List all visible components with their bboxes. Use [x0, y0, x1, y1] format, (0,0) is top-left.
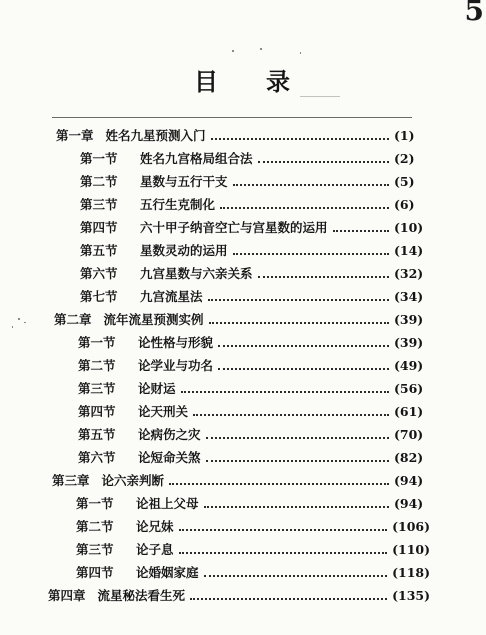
entry-page: (1) — [394, 128, 415, 143]
dot-leader — [206, 459, 389, 462]
entry-label: 第一章 — [56, 128, 94, 143]
entry-label: 第五节 — [78, 427, 116, 442]
entry-label: 第二节 — [78, 358, 116, 373]
entry-page: (135) — [392, 588, 430, 603]
entry-title: 流年流星预测实例 — [103, 312, 204, 327]
entry-title: 五行生克制化 — [140, 197, 216, 212]
entry-page: (10) — [394, 220, 424, 235]
entry-label: 第七节 — [80, 289, 118, 304]
toc-entry — [78, 377, 430, 397]
entry-title: 论六亲判断 — [101, 473, 165, 488]
entry-page: (5) — [394, 174, 415, 189]
toc-entry-chapter-3 — [52, 469, 430, 489]
dot-leader — [206, 436, 389, 439]
dot-leader — [179, 551, 388, 554]
entry-page: (39) — [394, 335, 424, 350]
dot-leader — [193, 413, 389, 416]
toc-entry — [80, 216, 430, 236]
dot-leader — [218, 344, 389, 347]
toc-entry — [78, 354, 430, 374]
entry-title: 九宫星数与六亲关系 — [140, 266, 253, 281]
entry-label: 第四章 — [48, 588, 86, 603]
entry-label: 第一节 — [80, 151, 118, 166]
dot-leader — [204, 574, 388, 577]
entry-page: (14) — [394, 243, 424, 258]
entry-page: (6) — [394, 197, 415, 212]
entry-title: 论学业与功名 — [138, 358, 214, 373]
entry-label: 第二节 — [80, 174, 118, 189]
dot-leader — [233, 252, 389, 255]
dot-leader — [218, 367, 389, 370]
entry-title: 姓名九宫格局组合法 — [140, 151, 253, 166]
entry-title: 论兄妹 — [136, 519, 174, 534]
dot-leader — [190, 597, 387, 600]
page-corner-number: 5 — [464, 0, 484, 27]
entry-title: 论天刑关 — [138, 404, 189, 419]
entry-page: (39) — [394, 312, 424, 327]
entry-page: (118) — [392, 565, 430, 580]
dot-leader — [208, 298, 389, 301]
toc-entry-chapter-2 — [54, 308, 430, 328]
entry-title: 星数与五行干支 — [140, 174, 228, 189]
entry-label: 第三节 — [76, 542, 114, 557]
toc-entry-chapter-4 — [48, 584, 430, 604]
dot-leader — [233, 183, 389, 186]
entry-page: (106) — [392, 519, 430, 534]
entry-title: 论财运 — [138, 381, 176, 396]
entry-title: 论祖上父母 — [136, 496, 199, 511]
entry-title: 姓名九星预测入门 — [105, 128, 206, 143]
entry-page: (70) — [394, 427, 424, 442]
toc-entry — [78, 446, 430, 466]
toc-entry — [76, 561, 430, 581]
entry-label: 第三节 — [78, 381, 116, 396]
entry-title: 论病伤之灾 — [138, 427, 201, 442]
entry-label: 第四节 — [80, 220, 118, 235]
entry-label: 第六节 — [78, 450, 116, 465]
entry-page: (94) — [394, 473, 424, 488]
entry-page: (49) — [394, 358, 424, 373]
title-char-1: 目 — [194, 67, 220, 96]
entry-label: 第四节 — [78, 404, 116, 419]
dot-leader — [333, 229, 389, 232]
entry-page: (32) — [394, 266, 424, 281]
dot-leader — [258, 160, 389, 163]
entry-title: 九宫流星法 — [140, 289, 203, 304]
entry-title: 论性格与形貌 — [138, 335, 214, 350]
entry-title: 六十甲子纳音空亡与宫星数的运用 — [140, 220, 328, 235]
toc-entry — [78, 331, 430, 351]
toc-entry — [76, 492, 430, 512]
entry-title: 论短命关煞 — [138, 450, 201, 465]
entry-label: 第三节 — [80, 197, 118, 212]
toc-entry — [80, 262, 430, 282]
entry-label: 第四节 — [76, 565, 114, 580]
dot-leader — [220, 206, 389, 209]
dot-leader — [181, 390, 389, 393]
dot-leader — [209, 321, 389, 324]
dot-leader — [211, 137, 389, 140]
entry-page: (94) — [394, 496, 424, 511]
entry-label: 第一节 — [76, 496, 114, 511]
entry-page: (82) — [394, 450, 424, 465]
toc-entry — [76, 538, 430, 558]
entry-page: (110) — [392, 542, 430, 557]
toc-entry — [80, 193, 430, 213]
entry-page: (56) — [394, 381, 424, 396]
toc-entry — [78, 423, 430, 443]
toc-entry — [78, 400, 430, 420]
entry-label: 第二节 — [76, 519, 114, 534]
toc-entry — [80, 239, 430, 259]
entry-label: 第二章 — [54, 312, 92, 327]
entry-title: 流星秘法看生死 — [97, 588, 186, 603]
toc-entry — [80, 170, 430, 190]
dot-leader — [204, 505, 389, 508]
entry-page: (2) — [394, 151, 415, 166]
dot-leader — [258, 275, 389, 278]
entry-page: (61) — [394, 404, 424, 419]
entry-label: 第一节 — [78, 335, 116, 350]
entry-title: 星数灵动的运用 — [140, 243, 228, 258]
entry-label: 第三章 — [52, 473, 90, 488]
title-char-2: 录 — [266, 67, 292, 96]
dot-leader — [169, 482, 389, 485]
entry-title: 论婚姻家庭 — [136, 565, 199, 580]
entry-label: 第五节 — [80, 243, 118, 258]
entry-page: (34) — [394, 289, 424, 304]
toc-entry-chapter-1 — [56, 124, 430, 144]
entry-label: 第六节 — [80, 266, 118, 281]
dot-leader — [179, 528, 388, 531]
toc-entry — [76, 515, 430, 535]
entry-title: 论子息 — [136, 542, 174, 557]
toc-entry — [80, 285, 430, 305]
toc-entry — [80, 147, 430, 167]
